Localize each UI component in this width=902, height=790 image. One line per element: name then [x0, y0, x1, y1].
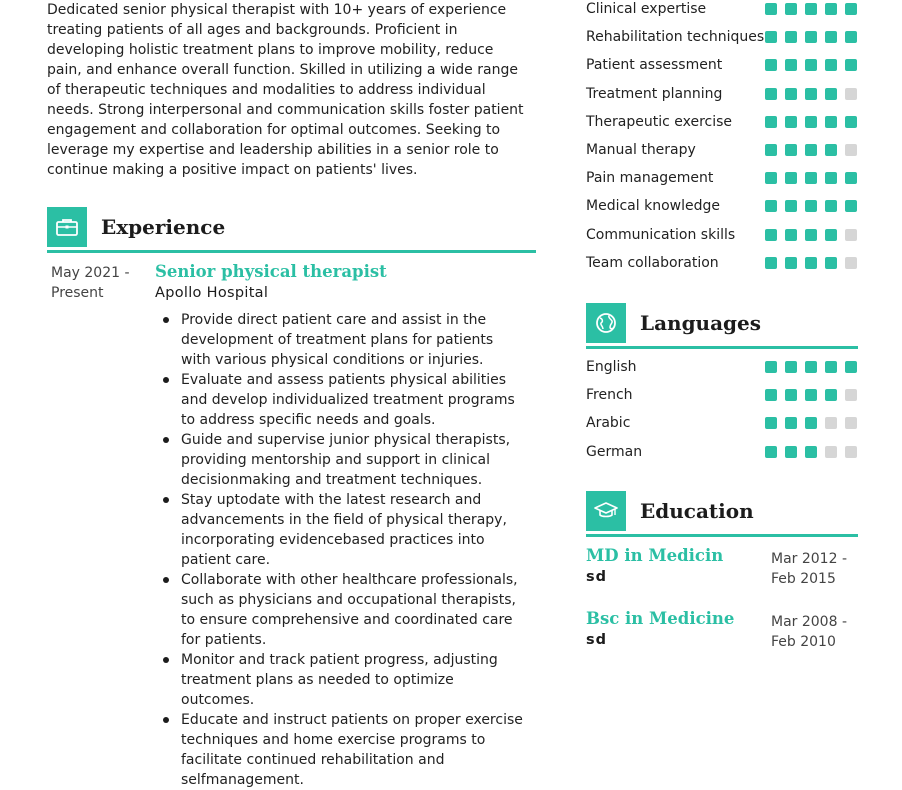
skill-rating — [765, 192, 865, 220]
language-name: German — [586, 443, 643, 460]
education-title: Education — [640, 499, 754, 523]
job-bullet: Stay uptodate with the latest research and advancements in the field of physical therapy, incorporating evidencebased practices into patient care. — [163, 490, 525, 570]
rating-dot-filled — [765, 446, 777, 458]
skill-rating — [765, 249, 865, 277]
globe-icon — [586, 303, 626, 343]
rating-dot-filled — [805, 88, 817, 100]
job-title: Senior physical therapist — [155, 262, 387, 281]
job-bullet: Educate and instruct patients on proper exercise techniques and home exercise programs to facilitate continued rehabilitation and selfmanagement. — [163, 710, 525, 790]
rating-dot-filled — [805, 116, 817, 128]
skill-row — [586, 192, 858, 220]
rating-dot-filled — [785, 116, 797, 128]
job-bullet-list — [163, 310, 525, 790]
skill-name: Therapeutic exercise — [586, 113, 733, 130]
rating-dot-filled — [765, 144, 777, 156]
rating-dot-filled — [825, 3, 837, 15]
job-bullet: Provide direct patient care and assist in the development of treatment plans for patients with various physical conditions or injuries. — [163, 310, 525, 370]
skill-row — [586, 221, 858, 249]
education-date: Mar 2008 - Feb 2010 — [771, 614, 847, 650]
rating-dot-filled — [785, 172, 797, 184]
language-rating — [765, 353, 865, 381]
profile-summary: Dedicated senior physical therapist with 10+ years of experience treating patients of all ages and backgrounds. Proficient in developing holistic treatment plans to improve mobility, reduce pain, and enhance overall function. Skilled in utilizing a wide range of therapeutic techniques and modalities to address individual needs. Strong interpersonal and communication skills foster patient engagement and collaboration for optimal outcomes. Seeking to leverage my expertise and leadership abilities in a senior role to continue making a positive impact on patients' lives. — [47, 2, 524, 178]
skill-name: Medical knowledge — [586, 198, 720, 215]
skill-name: Pain management — [586, 170, 714, 187]
languages-divider — [586, 346, 858, 349]
language-rating — [765, 409, 865, 437]
rating-dot-filled — [825, 361, 837, 373]
rating-dot-filled — [785, 144, 797, 156]
rating-dot-filled — [825, 116, 837, 128]
rating-dot-filled — [805, 257, 817, 269]
language-row — [586, 353, 858, 381]
rating-dot-filled — [805, 3, 817, 15]
rating-dot-filled — [825, 257, 837, 269]
skill-name: Manual therapy — [586, 142, 696, 159]
education-item — [586, 608, 858, 648]
rating-dot-filled — [825, 59, 837, 71]
skill-row — [586, 80, 858, 108]
skill-rating — [765, 136, 865, 164]
language-row — [586, 409, 858, 437]
skill-name: Patient assessment — [586, 57, 723, 74]
rating-dot-filled — [845, 172, 857, 184]
rating-dot-filled — [805, 59, 817, 71]
rating-dot-filled — [765, 59, 777, 71]
skill-row — [586, 136, 858, 164]
skill-rating — [765, 221, 865, 249]
rating-dot-filled — [845, 116, 857, 128]
rating-dot-filled — [765, 257, 777, 269]
education-degree: MD in Medicin — [586, 546, 724, 565]
skill-name: Clinical expertise — [586, 1, 707, 18]
rating-dot-filled — [785, 257, 797, 269]
rating-dot-filled — [825, 88, 837, 100]
rating-dot-filled — [765, 417, 777, 429]
skill-row — [586, 0, 858, 23]
rating-dot-filled — [765, 88, 777, 100]
language-row — [586, 381, 858, 409]
rating-dot-filled — [785, 417, 797, 429]
rating-dot-filled — [845, 361, 857, 373]
rating-dot-filled — [805, 144, 817, 156]
rating-dot-filled — [805, 389, 817, 401]
rating-dot-filled — [825, 172, 837, 184]
education-school: sd — [586, 632, 608, 648]
languages-title: Languages — [640, 311, 762, 335]
education-item — [586, 545, 858, 585]
language-name: English — [586, 359, 637, 376]
language-rating — [765, 438, 865, 466]
experience-divider — [47, 250, 536, 253]
rating-dot-filled — [765, 361, 777, 373]
skill-name: Treatment planning — [586, 85, 723, 102]
skill-rating — [765, 164, 865, 192]
rating-dot-empty — [845, 88, 857, 100]
education-divider — [586, 534, 858, 537]
rating-dot-filled — [845, 59, 857, 71]
education-degree: Bsc in Medicine — [586, 609, 735, 628]
skill-row — [586, 51, 858, 79]
skill-row — [586, 108, 858, 136]
language-row — [586, 438, 858, 466]
skill-rating — [765, 51, 865, 79]
rating-dot-filled — [785, 31, 797, 43]
languages-list — [586, 353, 858, 466]
rating-dot-empty — [845, 257, 857, 269]
rating-dot-filled — [825, 31, 837, 43]
graduation-cap-icon — [586, 491, 626, 531]
job-bullet: Monitor and track patient progress, adjusting treatment plans as needed to optimize outcomes. — [163, 650, 525, 710]
rating-dot-filled — [765, 229, 777, 241]
rating-dot-empty — [825, 446, 837, 458]
rating-dot-empty — [845, 229, 857, 241]
job-company: Apollo Hospital — [155, 285, 269, 301]
skills-list — [586, 0, 858, 277]
experience-header — [47, 207, 225, 247]
rating-dot-filled — [785, 389, 797, 401]
skill-rating — [765, 80, 865, 108]
rating-dot-filled — [805, 200, 817, 212]
skill-rating — [765, 0, 865, 23]
job-bullet: Guide and supervise junior physical therapists, providing mentorship and support in clinical decisionmaking and treatment techniques. — [163, 430, 525, 490]
rating-dot-filled — [785, 446, 797, 458]
rating-dot-filled — [805, 417, 817, 429]
rating-dot-filled — [785, 229, 797, 241]
language-name: Arabic — [586, 415, 631, 432]
experience-title: Experience — [101, 215, 226, 239]
rating-dot-filled — [845, 3, 857, 15]
skill-name: Rehabilitation techniques — [586, 29, 765, 46]
rating-dot-filled — [765, 200, 777, 212]
skill-row — [586, 23, 858, 51]
education-date: Mar 2012 - Feb 2015 — [771, 551, 847, 587]
rating-dot-filled — [825, 200, 837, 212]
rating-dot-empty — [845, 417, 857, 429]
languages-header — [586, 303, 761, 343]
rating-dot-filled — [825, 229, 837, 241]
skill-name: Communication skills — [586, 226, 736, 243]
language-rating — [765, 381, 865, 409]
rating-dot-filled — [765, 31, 777, 43]
language-name: French — [586, 387, 633, 404]
rating-dot-filled — [765, 389, 777, 401]
education-school: sd — [586, 569, 608, 585]
rating-dot-filled — [845, 200, 857, 212]
rating-dot-filled — [765, 116, 777, 128]
education-header — [586, 491, 754, 531]
job-bullet: Evaluate and assess patients physical abilities and develop individualized treatment programs to address specific needs and goals. — [163, 370, 525, 430]
rating-dot-filled — [785, 3, 797, 15]
rating-dot-empty — [845, 446, 857, 458]
rating-dot-filled — [825, 389, 837, 401]
rating-dot-filled — [845, 31, 857, 43]
job-date: May 2021 - Present — [51, 265, 130, 301]
skill-name: Team collaboration — [586, 254, 719, 271]
rating-dot-filled — [785, 88, 797, 100]
rating-dot-filled — [785, 200, 797, 212]
rating-dot-filled — [805, 361, 817, 373]
rating-dot-filled — [805, 229, 817, 241]
rating-dot-filled — [825, 144, 837, 156]
rating-dot-filled — [785, 361, 797, 373]
skill-row — [586, 249, 858, 277]
rating-dot-filled — [785, 59, 797, 71]
briefcase-icon — [47, 207, 87, 247]
rating-dot-empty — [825, 417, 837, 429]
rating-dot-filled — [805, 31, 817, 43]
rating-dot-empty — [845, 389, 857, 401]
rating-dot-filled — [805, 172, 817, 184]
skill-row — [586, 164, 858, 192]
rating-dot-empty — [845, 144, 857, 156]
rating-dot-filled — [765, 3, 777, 15]
skill-rating — [765, 108, 865, 136]
rating-dot-filled — [805, 446, 817, 458]
skill-rating — [765, 23, 865, 51]
rating-dot-filled — [765, 172, 777, 184]
job-bullet: Collaborate with other healthcare professionals, such as physicians and occupational therapists, to ensure comprehensive and coordinated care for patients. — [163, 570, 525, 650]
